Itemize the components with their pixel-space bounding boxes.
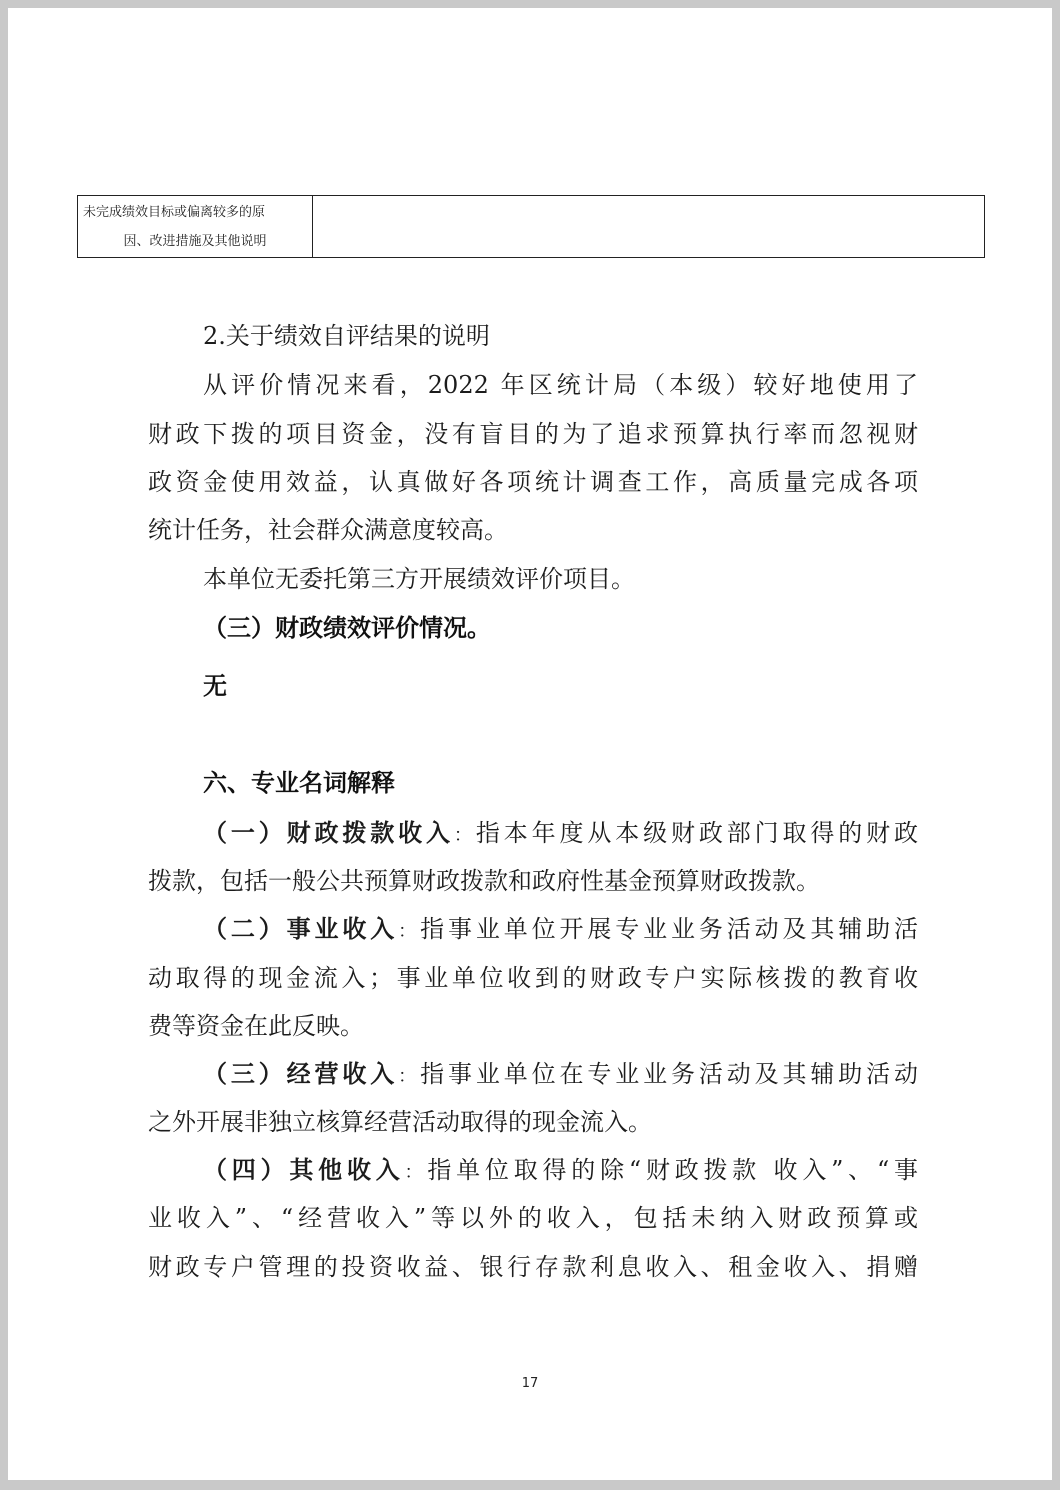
term-label: （二）事业收入 [203,914,399,943]
term-definition-line: 动取得的现金流入；事业单位收到的财政专户实际核拨的教育收 [148,964,918,992]
term-colon: ： [453,825,476,846]
table-row [78,196,985,258]
section-heading-3: （三）财政绩效评价情况。 [203,614,491,642]
term-definition-line: 财政专户管理的投资收益、银行存款利息收入、租金收入、捐赠 [148,1253,918,1281]
section-heading-6: 六、专业名词解释 [203,769,395,797]
term-text: 指单位取得的除“财政拨款 收入”、“事 [427,1156,919,1184]
paragraph-line: 财政下拨的项目资金，没有盲目的为了追求预算执行率而忽视财 [148,420,918,448]
document-page [8,8,1052,1480]
term-definition-line [203,1154,918,1189]
page-number: 17 [521,1376,539,1391]
term-definition-line [203,1058,918,1093]
paragraph-line: 政资金使用效益，认真做好各项统计调查工作，高质量完成各项 [148,468,918,496]
term-colon: ： [398,921,421,942]
term-colon: ： [398,1066,421,1087]
paragraph-line: 从评价情况来看，2022 年区统计局（本级）较好地使用了 [203,371,918,399]
term-label: （三）经营收入 [203,1059,399,1088]
remarks-table [77,195,985,258]
section-3-body: 无 [203,672,227,700]
term-label: （四）其他收入 [203,1155,405,1184]
term-definition-line: 费等资金在此反映。 [148,1012,364,1040]
term-text: 指事业单位在专业业务活动及其辅助活动 [420,1060,919,1088]
remarks-label-cell [78,196,313,258]
remarks-label-line1: 未完成绩效目标或偏离较多的原 [83,204,266,220]
section-heading-2: 2.关于绩效自评结果的说明 [203,322,490,350]
term-label: （一）财政拨款收入 [203,818,454,847]
term-definition-line [203,817,918,852]
remarks-value-cell [313,196,985,258]
term-definition-line: 业收入”、“经营收入”等以外的收入，包括未纳入财政预算或 [148,1204,918,1232]
term-definition-line [203,913,918,948]
term-definition-line: 之外开展非独立核算经营活动取得的现金流入。 [148,1108,652,1136]
paragraph-line: 统计任务，社会群众满意度较高。 [148,516,508,544]
remarks-label-line2: 因、改进措施及其他说明 [123,233,267,249]
term-text: 指本年度从本级财政部门取得的财政 [475,819,919,847]
term-definition-line: 拨款，包括一般公共预算财政拨款和政府性基金预算财政拨款。 [148,867,820,895]
paragraph-no-third-party: 本单位无委托第三方开展绩效评价项目。 [203,565,635,593]
term-colon: ： [404,1162,428,1183]
term-text: 指事业单位开展专业业务活动及其辅助活 [420,915,919,943]
